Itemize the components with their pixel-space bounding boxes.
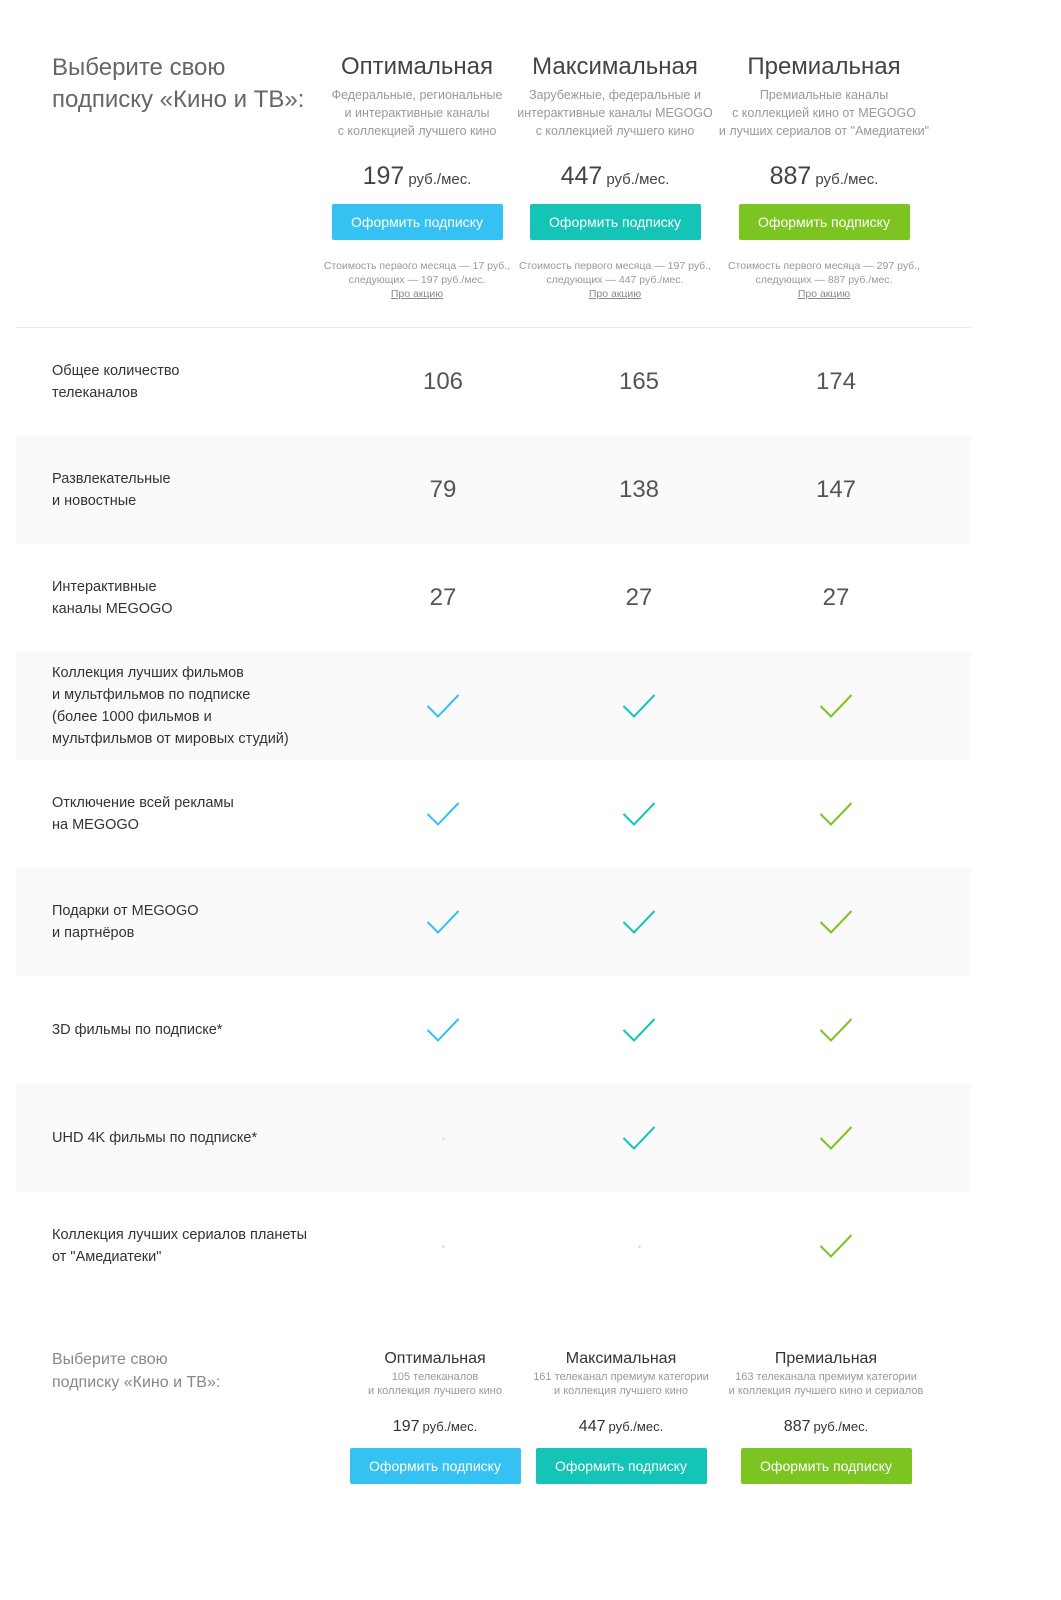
plan-description-line: Зарубежные, федеральные и [529,88,701,102]
plan-name: Максимальная [532,53,698,80]
promo-link[interactable]: Про акцию [797,288,851,300]
checkmark-icon [819,1125,853,1151]
plan-description-line: и лучших сериалов от "Амедиатеки" [718,124,930,138]
checkmark-icon [622,1125,656,1151]
cell-value: 165 [618,368,660,395]
table-row [16,652,971,760]
cell-value: 27 [822,584,850,611]
row-label [52,662,352,750]
table-row [16,1192,971,1300]
plan-price [714,162,934,196]
table-cell [796,436,876,544]
plan-price-unit: руб./мес. [813,1419,869,1434]
checkmark-icon [426,909,460,935]
plan-price [506,1418,736,1442]
table-cell [599,328,679,436]
cell-value: 174 [815,368,857,395]
table-cell [403,436,483,544]
table-cell [796,652,876,760]
promo-note-line2 [714,273,934,301]
plan-name: Максимальная [565,1350,677,1367]
promo-link[interactable]: Про акцию [588,288,642,300]
row-label-line: и партнёров [52,925,135,941]
promo-note-line1: Стоимость первого месяца — 197 руб., [518,260,712,272]
plan-price [505,162,725,196]
plan-price-unit: руб./мес. [422,1419,478,1434]
plan-description-line: и коллекция лучшего кино и сериалов [728,1385,924,1397]
promo-note-line2 [307,273,527,301]
row-label-line: Интерактивные [52,579,157,595]
promo-link[interactable]: Про акцию [390,288,444,300]
page-title [52,52,312,116]
table-cell [403,1084,483,1192]
table-row [16,436,971,544]
table-cell [796,976,876,1084]
plan-description [714,86,934,140]
checkmark-icon [426,1017,460,1043]
plan-price [711,1418,941,1442]
plan-price-value: 197 [362,162,405,190]
cell-value: 138 [618,476,660,503]
plan-price-value: 447 [578,1418,606,1435]
table-cell [796,328,876,436]
promo-note-text: следующих — 447 руб./мес. [546,274,684,286]
table-cell [796,544,876,652]
plan-price-value: 447 [560,162,603,190]
row-label [52,576,352,620]
table-cell [403,652,483,760]
row-label [52,1224,352,1268]
plan-price-value: 887 [769,162,812,190]
plan-description-line: и коллекция лучшего кино [368,1385,502,1397]
plan-description-line: и интерактивные каналы [344,106,490,120]
table-cell [403,544,483,652]
checkmark-icon [819,1017,853,1043]
plan-name: Оптимальная [340,53,493,80]
cell-value: 106 [422,368,464,395]
table-row [16,544,971,652]
footer-subscribe-button-maximal[interactable]: Оформить подписку [536,1448,707,1484]
promo-note-line1: Стоимость первого месяца — 297 руб., [727,260,921,272]
plan-description-line: с коллекцией кино от MEGOGO [732,106,916,120]
plan-description [505,86,725,140]
table-cell [599,436,679,544]
row-label-line: и мультфильмов по подписке [52,687,251,703]
promo-note-text: следующих — 887 руб./мес. [755,274,893,286]
row-label-line: 3D фильмы по подписке* [52,1022,223,1038]
plan-name: Премиальная [747,53,901,80]
plan-price [307,162,527,196]
row-label [52,900,352,944]
row-label-line: Подарки от MEGOGO [52,903,199,919]
row-label-line: UHD 4K фильмы по подписке* [52,1130,258,1146]
footer-plan-premium [711,1348,941,1484]
plan-card-premium [714,50,934,301]
table-cell [796,1084,876,1192]
table-row [16,760,971,868]
plan-description-line: 105 телеканалов [391,1371,479,1383]
promo-note-text: следующих — 197 руб./мес. [348,274,486,286]
promo-note [714,259,934,301]
footer-title-line1: Выберите свою [52,1351,168,1368]
plan-description [711,1370,941,1398]
checkmark-icon [622,693,656,719]
table-cell [403,976,483,1084]
table-cell [796,1192,876,1300]
plan-name: Оптимальная [384,1350,486,1367]
cell-value: 27 [429,584,457,611]
checkmark-icon [622,909,656,935]
table-cell [403,868,483,976]
row-label-line: Отключение всей рекламы [52,795,234,811]
table-cell [403,1192,483,1300]
row-label-line: на MEGOGO [52,817,139,833]
table-cell [599,652,679,760]
plan-description-line: Премиальные каналы [759,88,889,102]
table-cell [599,760,679,868]
plan-description-line: Федеральные, региональные [331,88,503,102]
plan-price-unit: руб./мес. [408,171,472,188]
empty-dot-icon [442,1137,445,1140]
plan-price-value: 197 [392,1418,420,1435]
row-label-line: и новостные [52,493,137,509]
checkmark-icon [819,693,853,719]
row-label [52,1019,352,1041]
table-cell [599,544,679,652]
table-row [16,976,971,1084]
plan-price-unit: руб./мес. [606,171,670,188]
plan-name: Премиальная [774,1350,878,1367]
row-label-line: мультфильмов от мировых студий) [52,731,289,747]
table-row [16,328,971,436]
checkmark-icon [622,1017,656,1043]
page-title-line2: подписку «Кино и ТВ»: [52,86,305,113]
row-label-line: каналы MEGOGO [52,601,173,617]
subscribe-button-premium[interactable]: Оформить подписку [739,204,910,240]
row-label-line: от "Амедиатеки" [52,1249,162,1265]
table-cell [403,328,483,436]
promo-note [307,259,527,301]
promo-note [505,259,725,301]
row-label-line: Коллекция лучших фильмов [52,665,244,681]
row-label [52,468,352,512]
plan-description-line: интерактивные каналы MEGOGO [517,106,713,120]
promo-note-line1: Стоимость первого месяца — 17 руб., [323,260,511,272]
footer-plan-maximal [506,1348,736,1484]
table-cell [599,1192,679,1300]
row-label-line: Развлекательные [52,471,171,487]
plan-description-line: с коллекцией лучшего кино [535,124,695,138]
comparison-table [16,328,971,1300]
table-cell [599,1084,679,1192]
table-cell [796,868,876,976]
plan-description-line: и коллекция лучшего кино [554,1385,688,1397]
page-title-line1: Выберите свою [52,54,226,81]
plan-description-line: 163 телеканала премиум категории [735,1371,917,1383]
plan-card-optimal [307,50,527,301]
plan-price-unit: руб./мес. [815,171,879,188]
plan-price-value: 887 [783,1418,811,1435]
table-cell [599,868,679,976]
promo-note-line2 [505,273,725,301]
table-row [16,868,971,976]
checkmark-icon [819,909,853,935]
empty-dot-icon [638,1245,641,1248]
table-cell [599,976,679,1084]
checkmark-icon [426,801,460,827]
plan-description [307,86,527,140]
row-label-line: Коллекция лучших сериалов планеты [52,1227,308,1243]
row-label-line: Общее количество [52,363,180,379]
checkmark-icon [426,693,460,719]
plan-price-unit: руб./мес. [608,1419,664,1434]
checkmark-icon [622,801,656,827]
subscribe-button-optimal[interactable]: Оформить подписку [332,204,503,240]
checkmark-icon [819,801,853,827]
table-row [16,1084,971,1192]
row-label [52,360,352,404]
cell-value: 27 [625,584,653,611]
table-cell [796,760,876,868]
footer-subscribe-button-optimal[interactable]: Оформить подписку [350,1448,521,1484]
row-label [52,1127,352,1149]
footer-title [52,1348,312,1394]
row-label [52,792,352,836]
subscribe-button-maximal[interactable]: Оформить подписку [530,204,701,240]
footer-subscribe-button-premium[interactable]: Оформить подписку [741,1448,912,1484]
table-cell [403,760,483,868]
empty-dot-icon [442,1245,445,1248]
row-label-line: телеканалов [52,385,138,401]
plan-description-line: 161 телеканал премиум категории [533,1371,709,1383]
checkmark-icon [819,1233,853,1259]
cell-value: 79 [429,476,457,503]
plan-card-maximal [505,50,725,301]
row-label-line: (более 1000 фильмов и [52,709,212,725]
cell-value: 147 [815,476,857,503]
plan-description [506,1370,736,1398]
footer-title-line2: подписку «Кино и ТВ»: [52,1374,221,1391]
plan-description-line: с коллекцией лучшего кино [337,124,497,138]
